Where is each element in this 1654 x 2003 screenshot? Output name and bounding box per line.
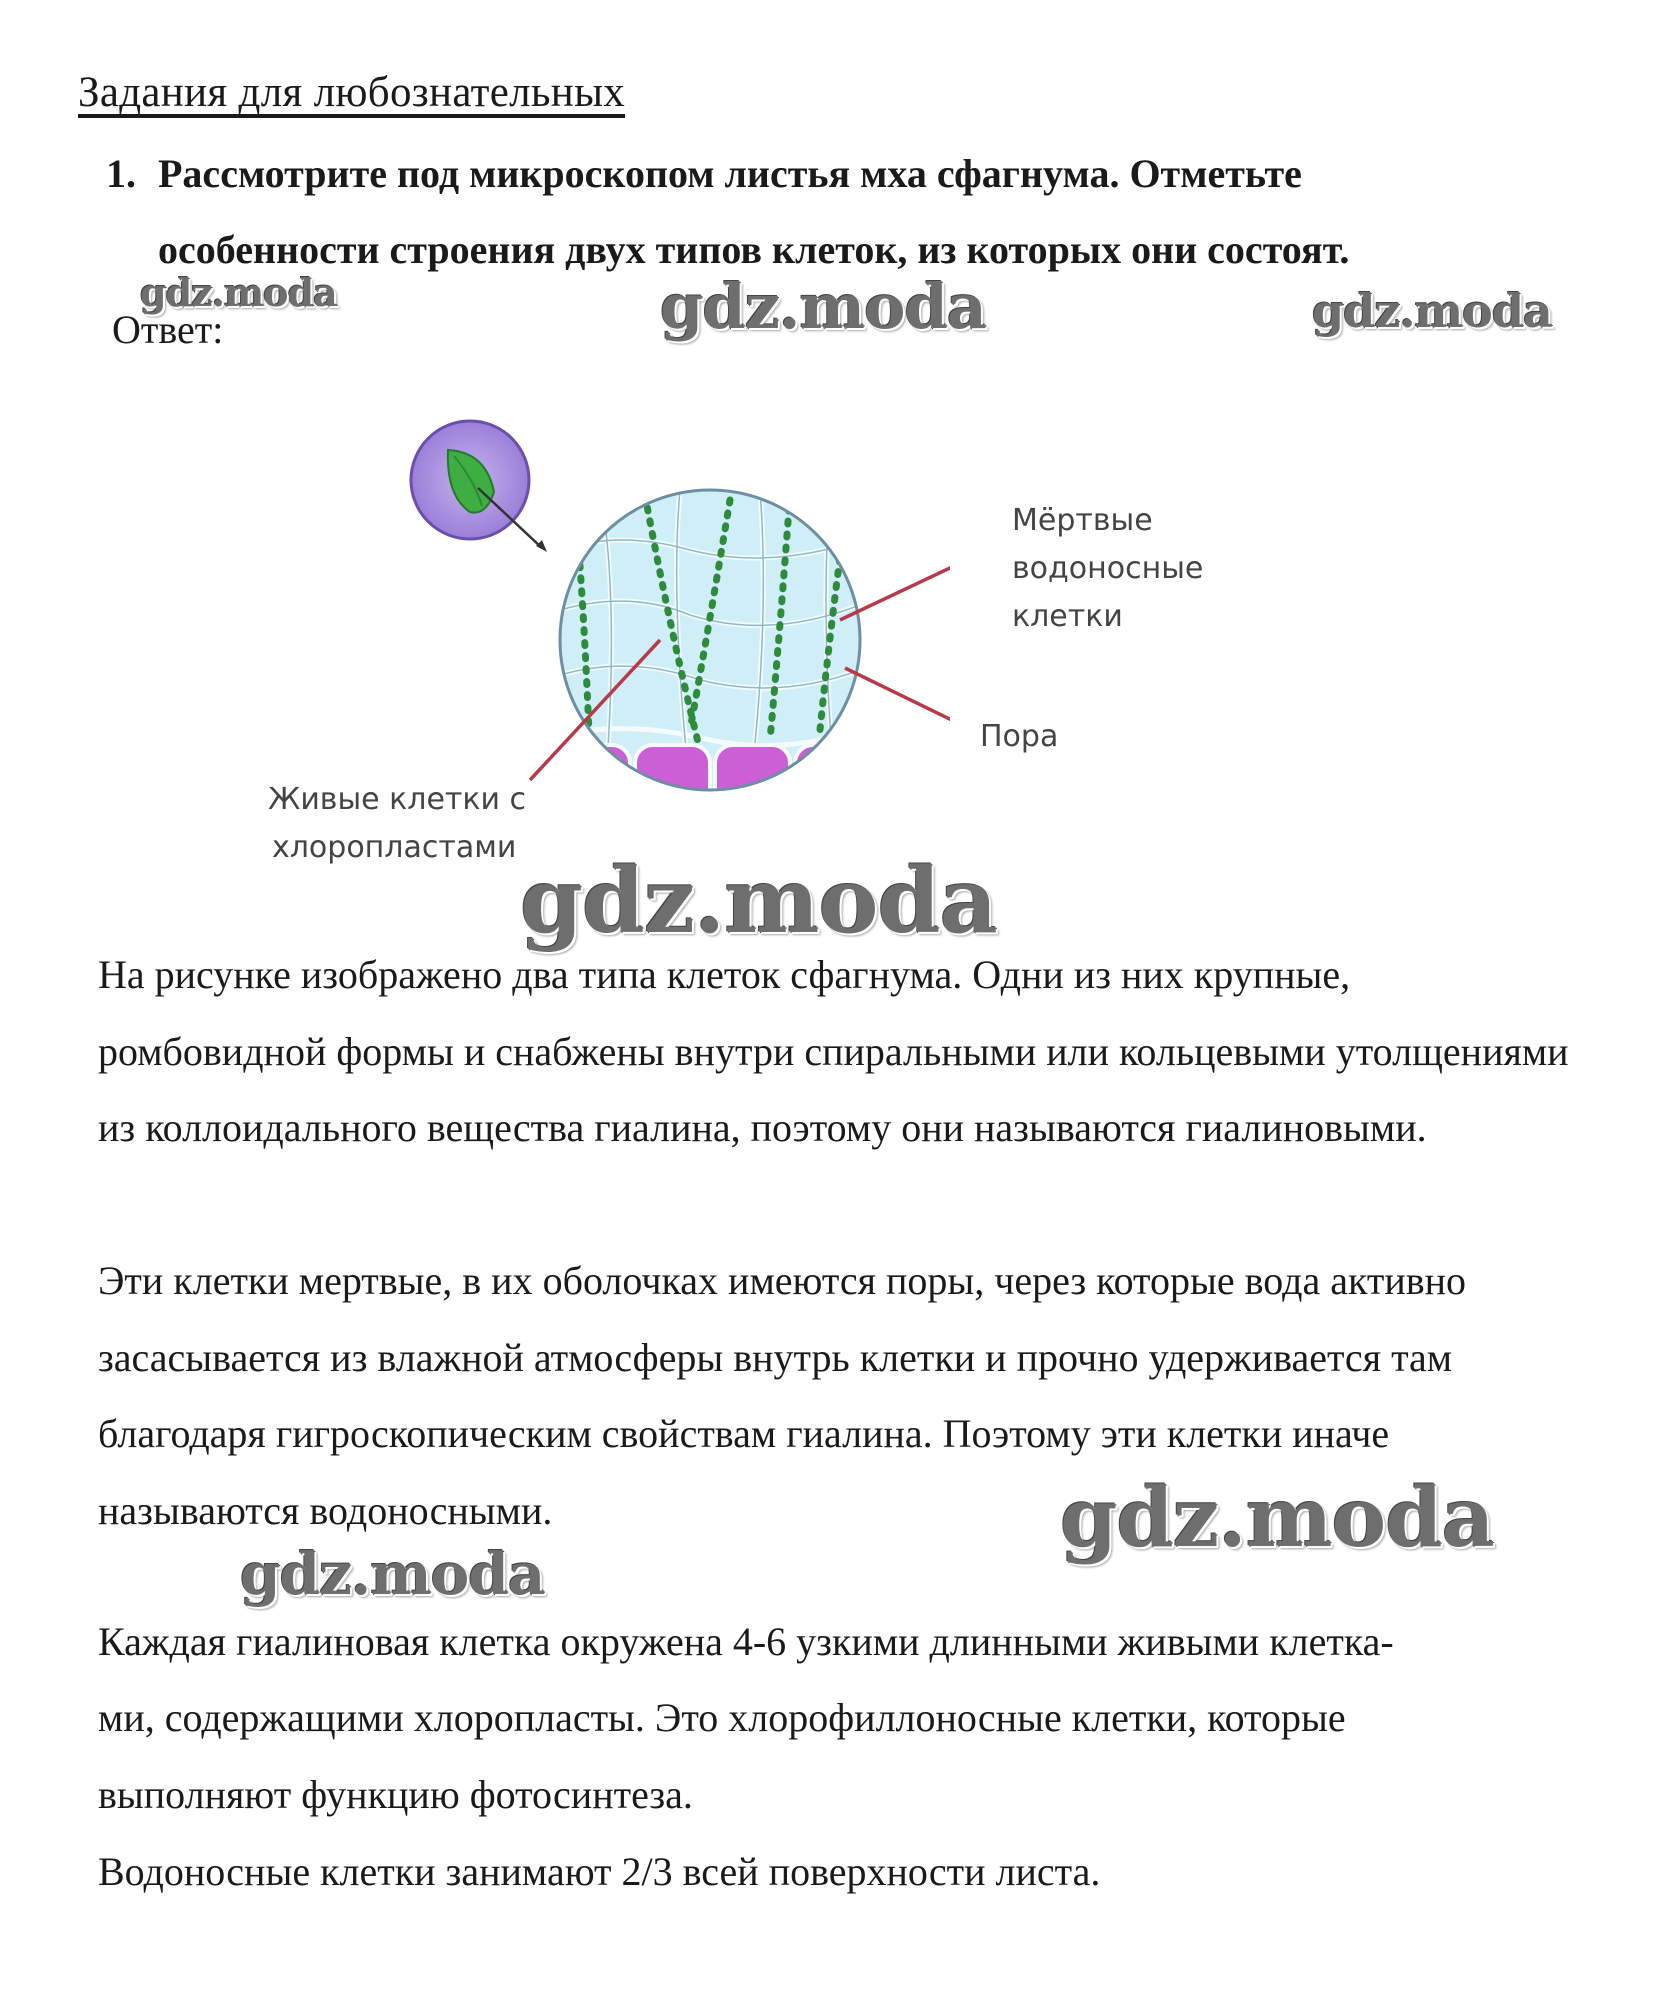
sphagnum-leaf-figure	[390, 400, 950, 840]
watermark-lower-right: gdz.moda	[1060, 1470, 1494, 1566]
paragraph-4: Водоносные клетки занимают 2/3 всей поверхности листа.	[98, 1849, 1101, 1894]
paragraph-2: Эти клетки мертвые, в их оболочках имеются поры, через которые вода активно засасывается из влажной атмосферы внутрь клетки и прочно удерживается там благодаря гигроскопическим свойствам гиалина. Поэтому эти клетки иначе называются водоносными.	[98, 1258, 1467, 1533]
label-dead-cells-2: водоносные	[1012, 551, 1204, 586]
label-pore: Пора	[980, 719, 1059, 754]
paragraph-3-line-3: выполняют функцию фотосинтеза.	[98, 1772, 693, 1817]
task-text-line-1: Рассмотрите под микроскопом листья мха сфагнума. Отметьте	[158, 151, 1302, 196]
task-text-line-2: особенности строения двух типов клеток, из которых они состоят.	[158, 227, 1350, 272]
magnified-cells-circle	[550, 480, 870, 805]
paragraph-1: На рисунке изображено два типа клеток сфагнума. Одни из них крупные, ромбовидной формы и снабжены внутри спиральными или кольцевыми утолщениями из коллоидального вещества гиалина, поэтому они называются гиалиновыми.	[98, 952, 1569, 1150]
watermark-top-center: gdz.moda	[660, 270, 986, 343]
watermark-top-left: gdz.moda	[140, 270, 337, 315]
watermark-middle: gdz.moda	[520, 848, 997, 954]
watermark-top-right: gdz.moda	[1312, 284, 1552, 338]
arrow-pore	[845, 668, 950, 725]
watermark-lower-left: gdz.moda	[240, 1540, 545, 1608]
label-dead-cells-3: клетки	[1012, 599, 1123, 634]
answer-label: Ответ:	[112, 307, 224, 352]
label-live-cells-1: Живые клетки с	[268, 782, 527, 817]
task-number: 1.	[106, 151, 136, 196]
section-heading: Задания для любознательных	[78, 69, 626, 116]
paragraph-3-line-1: Каждая гиалиновая клетка окружена 4-6 узкими длинными живыми клетка-	[98, 1619, 1394, 1664]
label-live-cells-2: хлоропластами	[272, 830, 517, 865]
small-leaf-circle	[411, 421, 529, 539]
paragraph-3-line-2: ми, содержащими хлоропласты. Это хлорофиллоносные клетки, которые	[98, 1695, 1346, 1740]
label-dead-cells-1: Мёртвые	[1012, 503, 1153, 538]
